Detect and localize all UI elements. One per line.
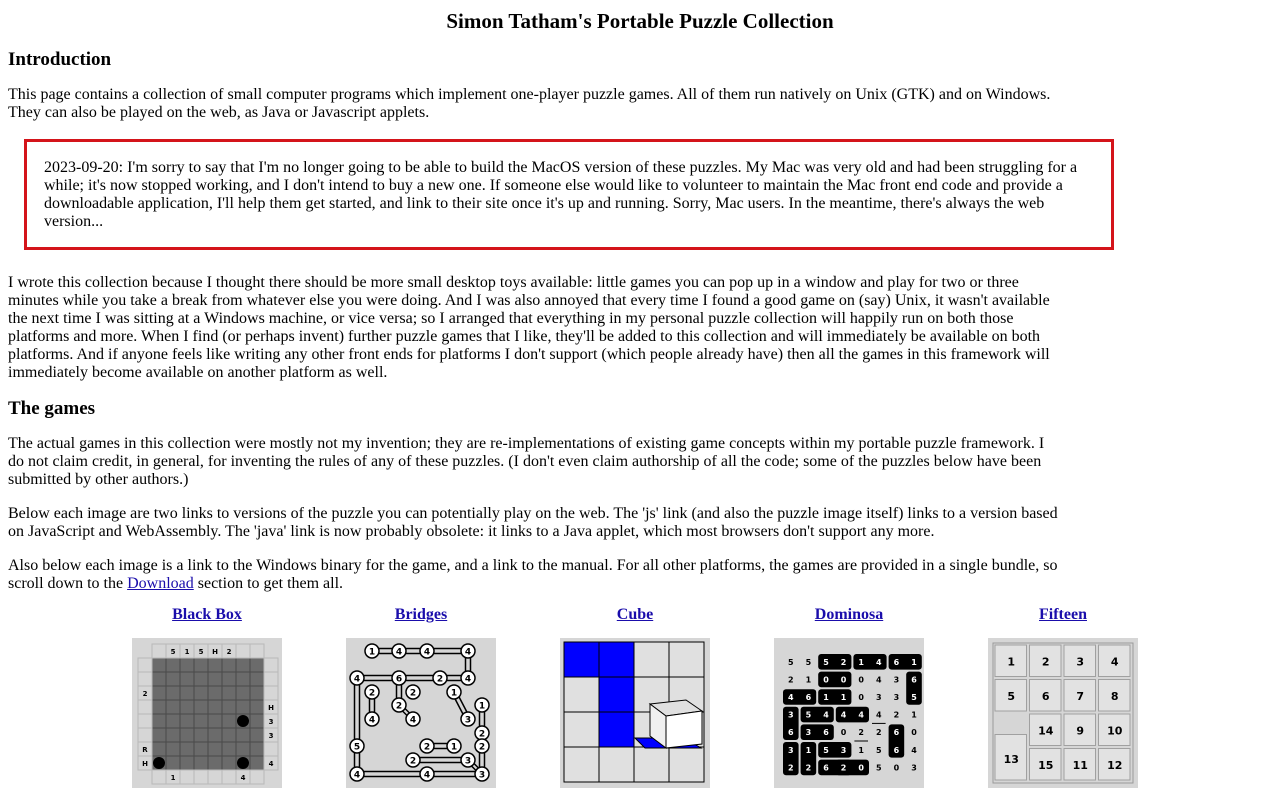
cube-grid-square [564, 642, 599, 677]
dominosa-number: 2 [876, 728, 882, 738]
bridges-island-label: 3 [464, 756, 472, 767]
dominosa-number: 1 [858, 745, 864, 755]
bridges-island-label: 4 [368, 715, 376, 726]
bridges-island-label: 4 [464, 647, 472, 658]
fifteen-puzzle-image[interactable] [988, 638, 1138, 788]
fifteen-tile-number: 2 [1041, 655, 1050, 669]
bridges-island-label: 4 [423, 770, 431, 781]
dominosa-number: 2 [893, 710, 900, 720]
dominosa-number: 1 [911, 710, 917, 720]
dominosa-number: 3 [788, 745, 794, 755]
cube-puzzle-image[interactable] [560, 638, 710, 788]
fifteen-tile-number: 5 [1007, 689, 1016, 703]
dominosa-number: 4 [876, 675, 882, 685]
dominosa-number: 0 [893, 763, 900, 773]
cube-grid-square [634, 747, 669, 782]
blackbox-edge-cell [208, 770, 222, 784]
dominosa-number: 2 [805, 763, 812, 773]
fifteen-tile-number: 3 [1076, 655, 1085, 669]
blackbox-edge-cell [152, 770, 166, 784]
blackbox-edge-cell [138, 700, 152, 714]
fifteen-tile-number: 10 [1107, 724, 1123, 738]
cube-grid-square [564, 747, 599, 782]
fifteen-tile-number: 6 [1041, 689, 1050, 703]
dominosa-number: 5 [788, 657, 794, 667]
blackbox-top-label: H [212, 648, 218, 656]
blackbox-edge-cell [138, 672, 152, 686]
cube-grid-square [599, 712, 634, 747]
blackbox-edge-cell [194, 770, 208, 784]
dominosa-number: 6 [911, 675, 917, 685]
dominosa-number: 0 [840, 728, 847, 738]
games-paragraph: The actual games in this collection were mostly not my invention; they are re-implementations of existing game concepts within my portable puzzle framework. I do not claim credit, in general, for inventing the rules of any of these puzzles. (I don't even claim authorship of all the code; some of the puzzles below have been submitted by other authors.) [8, 435, 1045, 488]
cube-side-face [666, 711, 702, 748]
dominosa-number: 6 [893, 657, 900, 667]
blackbox-edge-cell [180, 770, 194, 784]
dominosa-number: 4 [788, 693, 794, 702]
blackbox-top-label: 1 [184, 648, 190, 656]
blackbox-edge-cell [250, 644, 264, 658]
download-link[interactable]: Download [127, 575, 194, 592]
dominosa-number: 3 [788, 710, 794, 720]
puzzle-cell-cube [535, 606, 735, 624]
fifteen-tile-number: 1 [1007, 655, 1016, 669]
dominosa-number: 6 [893, 745, 900, 755]
blackbox-edge-cell [236, 644, 250, 658]
puzzle-name-fifteen[interactable]: Fifteen [1039, 606, 1087, 623]
dominosa-number: 2 [788, 763, 794, 773]
blackbox-bottom-label: 4 [240, 774, 246, 782]
dominosa-number: 3 [840, 745, 847, 755]
windows-paragraph [8, 557, 1063, 593]
black-box-puzzle-image[interactable] [132, 638, 282, 788]
bridges-island-label: 2 [478, 729, 486, 740]
blackbox-edge-cell [138, 728, 152, 742]
blackbox-right-label: 4 [268, 760, 274, 768]
blackbox-right-label: 3 [268, 732, 274, 740]
fifteen-tile-number: 12 [1107, 758, 1123, 772]
dominosa-number: 6 [823, 763, 829, 773]
bridges-island-label: 2 [409, 688, 417, 699]
bridges-island-label: 1 [478, 701, 486, 712]
dominosa-number: 2 [840, 657, 847, 667]
bridges-puzzle-image[interactable] [346, 638, 496, 788]
dominosa-number: 2 [840, 763, 847, 773]
bridges-island-label: 2 [436, 674, 444, 685]
dominosa-number: 6 [788, 728, 794, 738]
dominosa-number: 5 [876, 745, 882, 755]
windows-text-after: section to get them all. [193, 575, 344, 592]
bridges-island-label: 4 [353, 674, 361, 685]
blackbox-right-label: 3 [268, 718, 274, 726]
blackbox-top-label: 5 [170, 648, 176, 656]
bridges-island-label: 4 [353, 770, 361, 781]
bridges-island-label: 4 [423, 647, 431, 658]
fifteen-tile-number: 14 [1038, 724, 1054, 738]
puzzle-name-bridges[interactable]: Bridges [394, 606, 448, 623]
puzzle-cell-dominosa [749, 606, 949, 773]
blackbox-right-label: H [268, 704, 274, 712]
dominosa-number: 3 [805, 728, 812, 738]
dominosa-number: 0 [840, 675, 847, 685]
bridges-island-label: 2 [395, 701, 403, 712]
bridges-island-label: 1 [450, 742, 458, 753]
dominosa-number: 0 [858, 693, 864, 702]
why-paragraph: I wrote this collection because I thought there should be more small desktop toys available: little games you can pop up in a window and play for two or three minutes while you take a break from whatever else you were doing. And I was also annoyed that every time I found a good game on (say) Unix, it wasn't available the next time I was sitting at a Windows machine, or vice versa; so I arranged that everything in my personal puzzle collection will happily run on both those platforms and more. When I find (or perhaps invent) further puzzle games that I like, they'll be added to this collection and will immediately be available on both platforms. And if anyone feels like writing any other front ends for platforms I don't support (which people already have) then all the games in this framework will immediately become available on another platform as well. [8, 274, 1050, 381]
bridges-island-label: 1 [450, 688, 458, 699]
introduction-heading: Introduction [8, 49, 112, 70]
bridges-island-label: 6 [395, 674, 403, 685]
dominosa-number: 3 [911, 763, 917, 773]
cube-grid-square [599, 747, 634, 782]
bridges-island-label: 2 [409, 756, 417, 767]
dominosa-number: 2 [788, 675, 794, 685]
dominosa-number: 4 [858, 710, 864, 720]
cube-grid-square [599, 677, 634, 712]
fifteen-tile-number: 7 [1076, 689, 1085, 703]
dominosa-number: 3 [893, 675, 900, 685]
bridges-island-label: 4 [409, 715, 417, 726]
blackbox-edge-cell [138, 658, 152, 672]
cube-grid-square [634, 642, 669, 677]
cube-grid-square [564, 712, 599, 747]
dominosa-number: 4 [876, 657, 882, 667]
puzzle-cell-black-box [107, 606, 307, 782]
windows-text-before: Also below each image is a link to the Windows binary for the game, and a link to the manual. For all other platforms, the games are provided in a single bundle, so scroll down to the [8, 557, 1058, 592]
dominosa-number: 3 [893, 693, 900, 702]
fifteen-tile-number: 15 [1038, 758, 1054, 772]
page-title: Simon Tatham's Portable Puzzle Collection [446, 9, 834, 33]
bridges-island-label: 5 [353, 742, 361, 753]
cube-grid-square [564, 677, 599, 712]
blackbox-ball [153, 757, 165, 769]
dominosa-number: 1 [823, 693, 829, 702]
bridges-island-label: 4 [395, 647, 403, 658]
dominosa-number: 6 [805, 693, 812, 702]
blackbox-ball [237, 715, 249, 727]
dominosa-number: 5 [805, 657, 812, 667]
blackbox-left-label: H [142, 760, 148, 768]
dominosa-number: 5 [823, 657, 829, 667]
cube-grid-square [669, 747, 704, 782]
dominosa-number: 0 [858, 675, 864, 685]
blackbox-top-label: 2 [226, 648, 232, 656]
puzzle-cell-bridges [321, 606, 521, 781]
cube-grid-square [599, 642, 634, 677]
mac-notice-text: 2023-09-20: I'm sorry to say that I'm no longer going to be able to build the MacOS version of these puzzles. My Mac was very old and had been struggling for a while; it's now stopped working, and I don't intend to buy a new one. If someone else would like to volunteer to maintain the Mac front end code and provide a downloadable application, I'll help them get started, and link to their site once it's up and running. Sorry, Mac users. In the meantime, there's always the web version... [44, 159, 1078, 230]
fifteen-tile-number: 8 [1110, 689, 1119, 703]
dominosa-number: 4 [911, 745, 917, 755]
dominosa-number: 0 [858, 763, 864, 773]
introduction-paragraph: This page contains a collection of small computer programs which implement one-player puzzle games. All of them run natively on Unix (GTK) and on Windows. They can also be played on the web, as Java or Javascript applets. [8, 86, 1051, 121]
dominosa-number: 6 [893, 728, 900, 738]
dominosa-number: 5 [805, 710, 812, 720]
fifteen-tile-number: 13 [1003, 752, 1019, 766]
bridges-island-label: 2 [423, 742, 431, 753]
dominosa-number: 2 [858, 728, 864, 738]
games-heading: The games [8, 398, 96, 419]
dominosa-number: 1 [805, 675, 812, 685]
dominosa-number: 0 [823, 675, 829, 685]
dominosa-number: 1 [858, 657, 864, 667]
bridges-island-label: 3 [464, 715, 472, 726]
blackbox-left-label: 2 [142, 690, 148, 698]
cube-grid-square [669, 642, 704, 677]
bridges-island-label: 4 [464, 674, 472, 685]
blackbox-edge-cell [264, 742, 278, 756]
dominosa-number: 5 [911, 693, 917, 702]
blackbox-edge-cell [264, 686, 278, 700]
mac-notice-box [24, 139, 1114, 250]
puzzle-cell-fifteen [963, 606, 1163, 772]
dominosa-number: 5 [876, 763, 882, 773]
dominosa-number: 1 [805, 745, 812, 755]
bridges-island-label: 2 [478, 742, 486, 753]
blackbox-top-label: 5 [198, 648, 204, 656]
bridges-island-label: 1 [368, 647, 376, 658]
dominosa-number: 5 [823, 745, 829, 755]
dominosa-number: 1 [911, 657, 917, 667]
blackbox-left-label: R [142, 746, 148, 754]
puzzle-name-dominosa[interactable]: Dominosa [814, 606, 884, 623]
fifteen-tile-number: 4 [1110, 655, 1119, 669]
blackbox-edge-cell [138, 714, 152, 728]
dominosa-number: 1 [840, 693, 847, 702]
blackbox-edge-cell [264, 672, 278, 686]
fifteen-tile-number: 9 [1076, 724, 1085, 738]
bridges-island-label: 3 [478, 770, 486, 781]
dominosa-number: 4 [840, 710, 847, 720]
puzzle-name-black-box[interactable]: Black Box [172, 606, 242, 623]
fifteen-tile-number: 11 [1072, 758, 1088, 772]
blackbox-edge-cell [250, 770, 264, 784]
blackbox-ball [237, 757, 249, 769]
dominosa-number: 4 [823, 710, 829, 720]
blackbox-bottom-label: 1 [170, 774, 176, 782]
dominosa-number: 6 [823, 728, 829, 738]
links-paragraph: Below each image are two links to versions of the puzzle you can potentially play on the web. The 'js' link (and also the puzzle image itself) links to a version based on JavaScript and WebAssembly. The 'java' link is now probably obsolete: it links to a Java applet, which most browsers don't support any more. [8, 505, 1058, 540]
dominosa-number: 0 [911, 728, 917, 738]
blackbox-edge-cell [264, 658, 278, 672]
bridges-island-label: 2 [368, 688, 376, 699]
dominosa-number: 3 [876, 693, 882, 702]
puzzle-name-cube[interactable]: Cube [616, 606, 654, 623]
blackbox-edge-cell [222, 770, 236, 784]
dominosa-number: 4 [876, 710, 882, 720]
blackbox-edge-cell [152, 644, 166, 658]
dominosa-puzzle-image[interactable] [774, 638, 924, 788]
